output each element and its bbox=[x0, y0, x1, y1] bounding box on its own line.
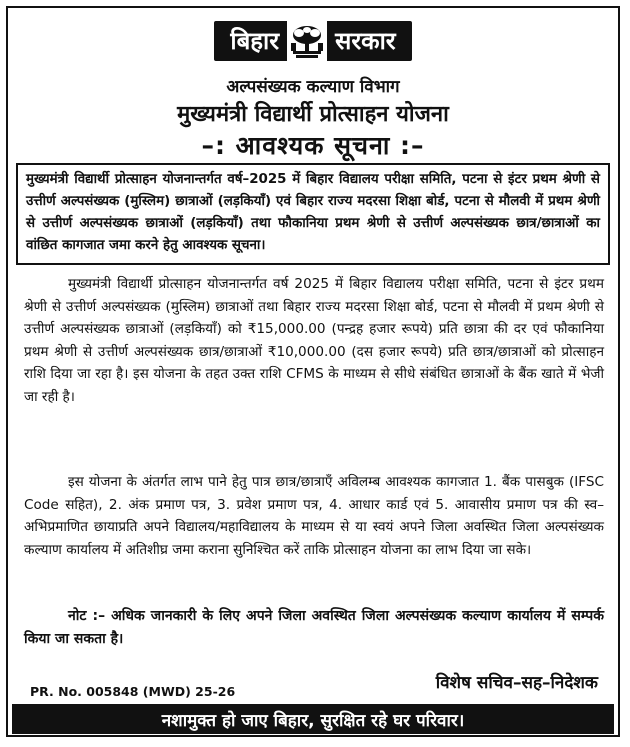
pr-number: PR. No. 005848 (MWD) 25-26 bbox=[30, 684, 236, 699]
government-banner bbox=[8, 8, 618, 70]
paragraph-documents-text: इस योजना के अंतर्गत लाभ पाने हेतु पात्र छात्र/छात्राएँ अविलम्ब आवश्यक कागजात 1. बैंक पासबुक (IFSC Code सहित), 2. अंक प्रमाण पत्र, 3. प्रवेश प्रमाण पत्र, 4. आधार कार्ड एवं 5. आवासीय प्रमाण पत्र की स्व–अभिप्रमाणित छायाप्रति अपने विद्यालय/महाविद्यालय के माध्यम से या स्वयं अपने जिला अवस्थित जिला अल्पसंख्यक कल्याण कार्यालय में अतिशीघ्र जमा कराना सुनिश्चित करें ताकि प्रोत्साहन योजना का लाभ दिया जा सके। bbox=[24, 474, 604, 558]
subject-box: मुख्यमंत्री विद्यार्थी प्रोत्साहन योजनान्तर्गत वर्ष–2025 में बिहार विद्यालय परीक्षा समिति, पटना से इंटर प्रथम श्रेणी से उत्तीर्ण अल्पसंख्यक (मुस्लिम) छात्राओं (लड़कियाँ) एवं बिहार राज्य मदरसा शिक्षा बोर्ड, पटना से मौलवी में प्रथम श्रेणी से उत्तीर्ण अल्पसंख्यक छात्राओं (लड़कियाँ) तथा फौकानिया प्रथम श्रेणी से उत्तीर्ण अल्पसंख्यक छात्र/छात्राओं का वांछित कागजात जमा करने हेतु आवश्यक सूचना। bbox=[16, 163, 610, 265]
paragraph-benefit bbox=[24, 273, 604, 408]
paragraph-benefit-text: मुख्यमंत्री विद्यार्थी प्रोत्साहन योजनान्तर्गत वर्ष 2025 में बिहार विद्यालय परीक्षा समिति, पटना से इंटर प्रथम श्रेणी से उत्तीर्ण अल्पसंख्यक (मुस्लिम) छात्राओं तथा बिहार राज्य मदरसा शिक्षा बोर्ड, पटना से मौलवी में प्रथम श्रेणी से उत्तीर्ण अल्पसंख्यक छात्राओं (लड़कियाँ) को ₹15,000.00 (पन्द्रह हजार रूपये) प्रति छात्रा की दर एवं फौकानिया प्रथम श्रेणी से उत्तीर्ण अल्पसंख्यक छात्र/छात्राओं ₹10,000.00 (दस हजार रूपये) प्रति छात्र/छात्राओं को प्रोत्साहन राशि दिया जा रहा है। इस योजना के तहत उक्त राशि CFMS के माध्यम से सीधे संबंधित छात्राओं के बैंक खाते में भेजी जा रही है। bbox=[24, 276, 604, 405]
paragraph-documents bbox=[24, 471, 604, 561]
note-paragraph bbox=[24, 605, 604, 650]
footer-slogan-bar bbox=[12, 704, 614, 734]
scheme-title: मुख्यमंत्री विद्यार्थी प्रोत्साहन योजना bbox=[177, 102, 449, 127]
notice-heading: –: आवश्यक सूचना :– bbox=[201, 131, 425, 160]
department-name: अल्पसंख्यक कल्याण विभाग bbox=[226, 77, 400, 97]
banner-right-word: सरकार bbox=[335, 27, 396, 55]
footer-slogan: नशामुक्त हो जाए बिहार, सुरक्षित रहे घर परिवार। bbox=[161, 710, 465, 731]
notice-frame bbox=[6, 6, 620, 737]
signatory-designation: विशेष सचिव–सह–निदेशक bbox=[435, 673, 598, 693]
note-text: नोट :– अधिक जानकारी के लिए अपने जिला अवस्थित जिला अल्पसंख्यक कल्याण कार्यालय में सम्पर्क किया जा सकता है। bbox=[24, 608, 604, 647]
banner-left-word: बिहार bbox=[230, 27, 280, 55]
bodhi-tree-emblem-icon bbox=[287, 21, 327, 61]
banner-strip bbox=[214, 21, 411, 61]
